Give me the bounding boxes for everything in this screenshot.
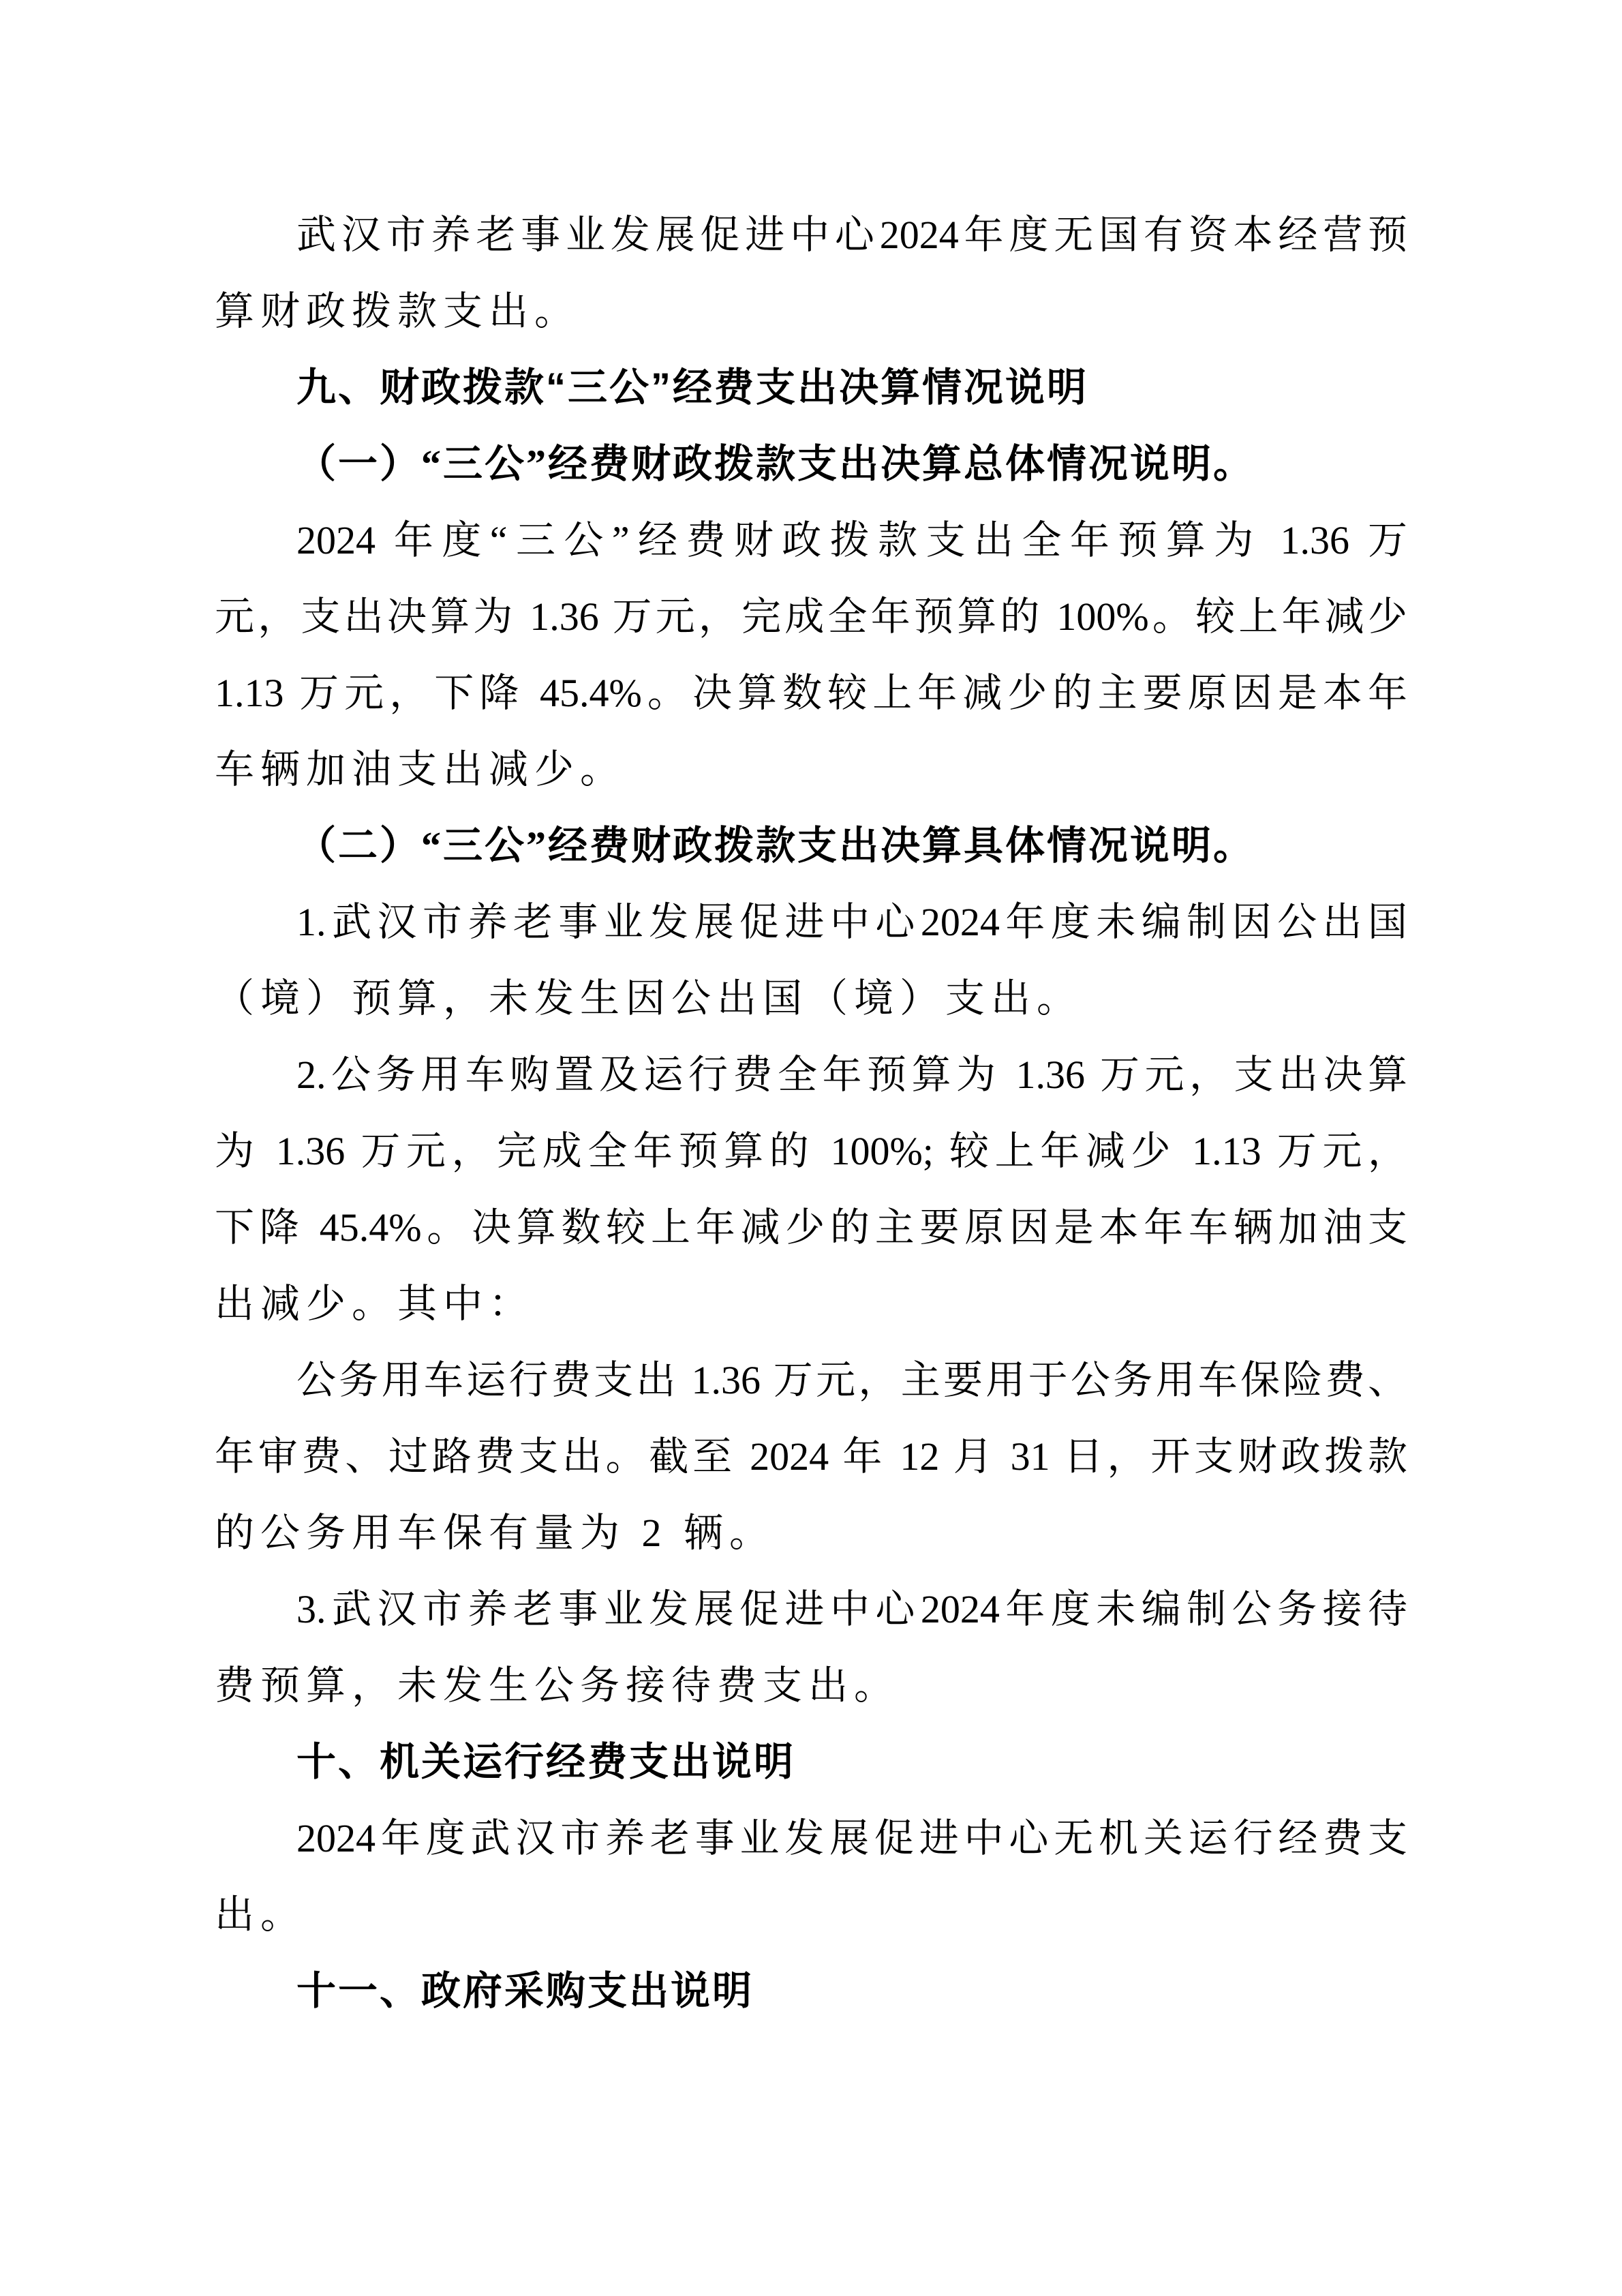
paragraph-line: 为 1.36 万元，完成全年预算的 100%; 较上年减少 1.13 万元， [215, 1129, 1407, 1173]
paragraph-line: 武汉市养老事业发展促进中心2024年度无国有资本经营预 [296, 213, 1407, 257]
paragraph-line: 出。 [215, 1892, 307, 1937]
paragraph-line: 2024 年度“三公”经费财政拨款支出全年预算为 1.36 万 [296, 518, 1407, 562]
heading-sub-2: （二）“三公”经费财政拨款支出决算具体情况说明。 [296, 824, 1255, 868]
heading-section-10: 十、机关运行经费支出说明 [296, 1740, 796, 1784]
paragraph-line: 的公务用车保有量为 2 辆。 [215, 1511, 776, 1555]
paragraph-line: 车辆加油支出减少。 [215, 747, 626, 791]
paragraph-line: 2024年度武汉市养老事业发展促进中心无机关运行经费支 [296, 1816, 1407, 1860]
paragraph-line: 1.武汉市养老事业发展促进中心2024年度未编制因公出国 [296, 900, 1407, 944]
paragraph-line: 2.公务用车购置及运行费全年预算为 1.36 万元，支出决算 [296, 1053, 1407, 1097]
heading-sub-1: （一）“三公”经费财政拨款支出决算总体情况说明。 [296, 442, 1255, 486]
heading-section-9: 九、财政拨款“三公”经费支出决算情况说明 [296, 365, 1089, 410]
paragraph-line: 算财政拨款支出。 [215, 289, 581, 333]
paragraph-line: 公务用车运行费支出 1.36 万元，主要用于公务用车保险费、 [296, 1358, 1407, 1402]
paragraph-line: 年审费、过路费支出。截至 2024 年 12 月 31 日，开支财政拨款 [215, 1434, 1407, 1479]
document-content [215, 197, 1407, 2029]
paragraph-line: 3.武汉市养老事业发展促进中心2024年度未编制公务接待 [296, 1587, 1407, 1631]
paragraph-line: 下降 45.4%。决算数较上年减少的主要原因是本年车辆加油支 [215, 1205, 1407, 1250]
paragraph-line: 费预算，未发生公务接待费支出。 [215, 1663, 900, 1708]
paragraph-line: 1.13 万元，下降 45.4%。决算数较上年减少的主要原因是本年 [215, 671, 1407, 715]
paragraph-line: 出减少。其中： [215, 1282, 535, 1326]
paragraph-line: （境）预算，未发生因公出国（境）支出。 [215, 976, 1083, 1021]
paragraph-line: 元，支出决算为 1.36 万元，完成全年预算的 100%。较上年减少 [215, 594, 1407, 639]
heading-section-11: 十一、政府采购支出说明 [296, 1969, 754, 2013]
